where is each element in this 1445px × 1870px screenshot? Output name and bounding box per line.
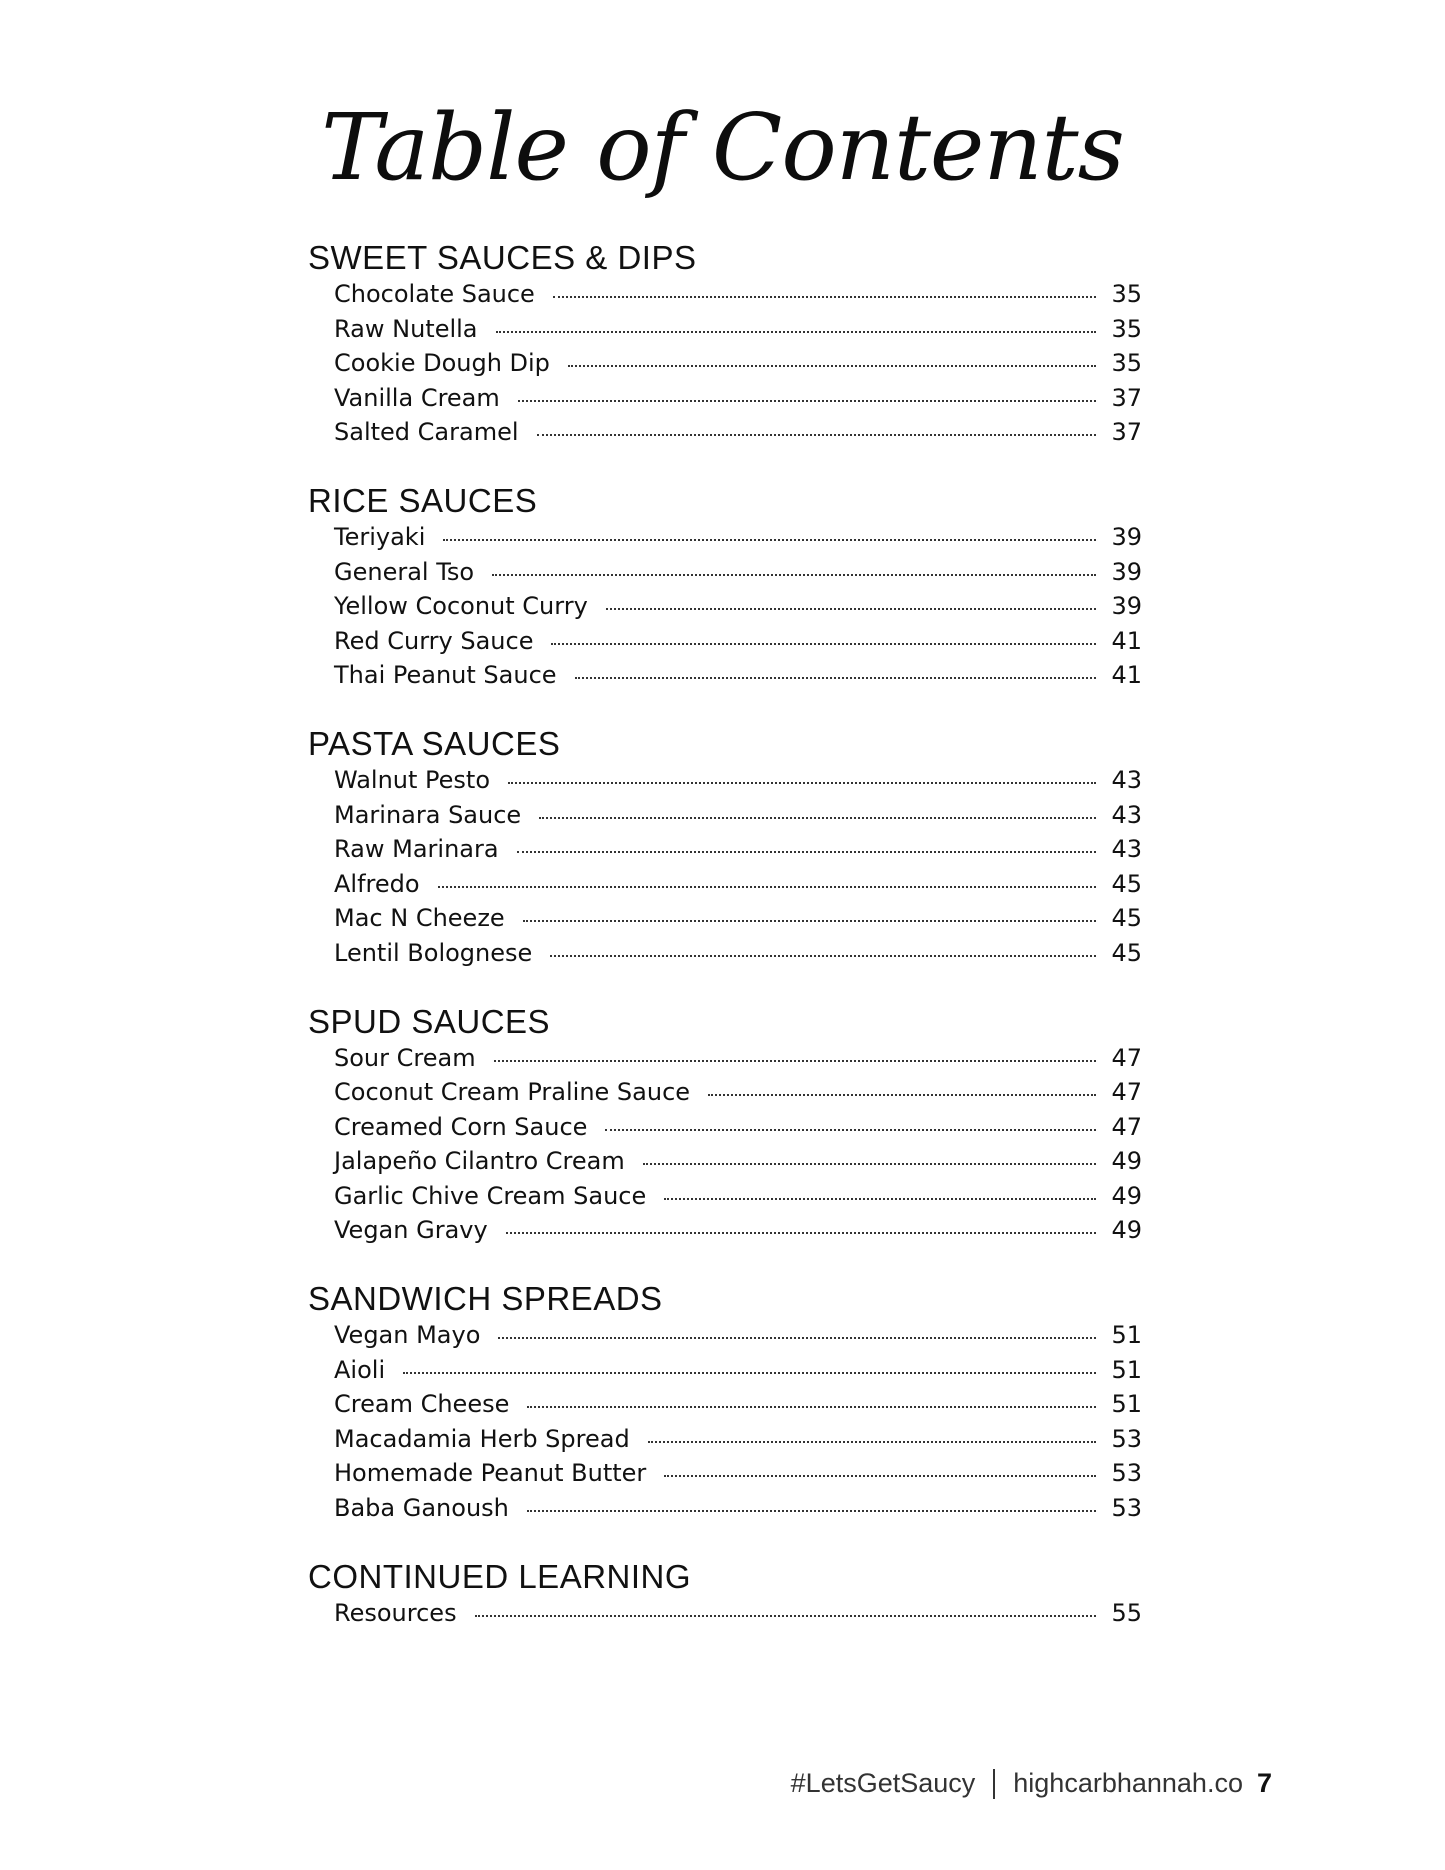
toc-section: [308, 724, 1142, 974]
section-title: CONTINUED LEARNING: [308, 1557, 692, 1595]
entry-name: Homemade Peanut Butter: [334, 1459, 647, 1488]
toc-entry[interactable]: [308, 592, 1142, 627]
entry-name: Macadamia Herb Spread: [334, 1424, 630, 1453]
entry-page-number: 45: [1111, 869, 1142, 898]
entry-name: Vegan Mayo: [334, 1321, 481, 1350]
toc-entry[interactable]: [308, 835, 1142, 870]
toc-entry[interactable]: [308, 1321, 1142, 1356]
dot-leader: [518, 400, 1096, 402]
toc-entry[interactable]: [308, 349, 1142, 384]
toc-entry[interactable]: [308, 661, 1142, 696]
entry-name: Raw Nutella: [334, 314, 478, 343]
dot-leader: [527, 1406, 1096, 1408]
section-title: SPUD SAUCES: [308, 1002, 551, 1040]
entry-name: Coconut Cream Praline Sauce: [334, 1078, 691, 1107]
entry-page-number: 53: [1111, 1424, 1142, 1453]
dot-leader: [568, 365, 1096, 367]
entry-page-number: 41: [1111, 626, 1142, 655]
toc-entry[interactable]: [308, 523, 1142, 558]
dot-leader: [537, 434, 1097, 436]
dot-leader: [475, 1615, 1096, 1617]
entry-name: Walnut Pesto: [334, 765, 491, 794]
dot-leader: [575, 677, 1096, 679]
entry-page-number: 41: [1111, 661, 1142, 690]
entry-name: Baba Ganoush: [334, 1494, 509, 1523]
section-title: PASTA SAUCES: [308, 724, 561, 762]
entry-name: Vegan Gravy: [334, 1216, 488, 1245]
toc-entry[interactable]: [308, 1599, 1142, 1634]
dot-leader: [506, 1232, 1096, 1234]
toc-section: [308, 1002, 1142, 1252]
entry-name: Teriyaki: [334, 522, 426, 551]
toc-entry[interactable]: [308, 766, 1142, 801]
entry-name: Marinara Sauce: [334, 800, 522, 829]
entry-name: Jalapeño Cilantro Cream: [334, 1147, 625, 1176]
dot-leader: [517, 851, 1096, 853]
entry-page-number: 35: [1111, 349, 1142, 378]
toc-entry[interactable]: [308, 1425, 1142, 1460]
toc-section: [308, 481, 1142, 696]
toc-section: [308, 238, 1142, 453]
entry-page-number: 47: [1111, 1078, 1142, 1107]
footer-divider: [993, 1769, 995, 1799]
dot-leader: [643, 1163, 1096, 1165]
entry-page-number: 35: [1111, 280, 1142, 308]
toc-entry[interactable]: [308, 1044, 1142, 1079]
entry-name: Salted Caramel: [334, 418, 519, 447]
entry-page-number: 39: [1111, 592, 1142, 621]
entry-page-number: 53: [1111, 1494, 1142, 1523]
dot-leader: [664, 1198, 1096, 1200]
dot-leader: [494, 1060, 1096, 1062]
entry-name: Sour Cream: [334, 1043, 476, 1072]
dot-leader: [403, 1372, 1096, 1374]
entry-name: Thai Peanut Sauce: [334, 661, 557, 690]
toc-entry[interactable]: [308, 1494, 1142, 1529]
entry-name: Red Curry Sauce: [334, 626, 534, 655]
section-title: RICE SAUCES: [308, 481, 538, 519]
toc-entry[interactable]: [308, 627, 1142, 662]
entry-page-number: 45: [1111, 904, 1142, 933]
toc-entry[interactable]: [308, 1356, 1142, 1391]
toc-entry[interactable]: [308, 384, 1142, 419]
entry-page-number: 35: [1111, 314, 1142, 343]
dot-leader: [492, 574, 1096, 576]
page-title: Table of Contents: [321, 94, 1124, 201]
entry-name: Creamed Corn Sauce: [334, 1112, 588, 1141]
entry-name: Chocolate Sauce: [334, 280, 535, 308]
entry-name: Raw Marinara: [334, 835, 499, 864]
toc-entry[interactable]: [308, 418, 1142, 453]
section-title: SWEET SAUCES & DIPS: [308, 239, 697, 276]
footer-website: highcarbhannah.co: [1013, 1768, 1243, 1798]
footer-hashtag: #LetsGetSaucy: [790, 1768, 976, 1798]
entry-page-number: 49: [1111, 1181, 1142, 1210]
entry-page-number: 37: [1111, 418, 1142, 447]
dot-leader: [553, 296, 1096, 298]
entry-name: Garlic Chive Cream Sauce: [334, 1181, 647, 1210]
table-of-contents: [308, 238, 1142, 1661]
toc-entry[interactable]: [308, 1459, 1142, 1494]
page-footer: [791, 1768, 1272, 1799]
dot-leader: [550, 955, 1096, 957]
entry-page-number: 47: [1111, 1043, 1142, 1072]
entry-page-number: 37: [1111, 383, 1142, 412]
entry-name: Cream Cheese: [334, 1390, 510, 1419]
toc-entry[interactable]: [308, 1147, 1142, 1182]
entry-page-number: 49: [1111, 1147, 1142, 1176]
entry-page-number: 47: [1111, 1112, 1142, 1141]
entry-name: General Tso: [334, 557, 475, 586]
entry-name: Resources: [334, 1598, 457, 1627]
entry-page-number: 51: [1111, 1321, 1142, 1350]
toc-section: [308, 1279, 1142, 1529]
toc-entry[interactable]: [308, 939, 1142, 974]
entry-name: Alfredo: [334, 869, 420, 898]
entry-page-number: 43: [1111, 835, 1142, 864]
toc-entry[interactable]: [308, 1113, 1142, 1148]
toc-entry[interactable]: [308, 1216, 1142, 1251]
dot-leader: [551, 643, 1096, 645]
dot-leader: [508, 782, 1096, 784]
toc-entry[interactable]: [308, 1182, 1142, 1217]
dot-leader: [527, 1510, 1096, 1512]
toc-entry[interactable]: [308, 280, 1142, 315]
toc-entry[interactable]: [308, 1078, 1142, 1113]
dot-leader: [498, 1337, 1096, 1339]
entry-page-number: 49: [1111, 1216, 1142, 1245]
toc-entry[interactable]: [308, 870, 1142, 905]
entry-page-number: 39: [1111, 522, 1142, 551]
dot-leader: [708, 1094, 1096, 1096]
dot-leader: [605, 1129, 1096, 1131]
entry-name: Yellow Coconut Curry: [334, 592, 588, 621]
entry-page-number: 53: [1111, 1459, 1142, 1488]
dot-leader: [648, 1441, 1096, 1443]
dot-leader: [539, 817, 1096, 819]
toc-entry[interactable]: [308, 315, 1142, 350]
entry-name: Cookie Dough Dip: [334, 349, 550, 378]
entry-page-number: 43: [1111, 765, 1142, 794]
dot-leader: [443, 539, 1096, 541]
dot-leader: [606, 608, 1096, 610]
entry-page-number: 39: [1111, 557, 1142, 586]
toc-entry[interactable]: [308, 558, 1142, 593]
entry-name: Vanilla Cream: [334, 383, 500, 412]
entry-page-number: 51: [1111, 1390, 1142, 1419]
dot-leader: [438, 886, 1096, 888]
entry-page-number: 55: [1111, 1598, 1142, 1627]
page-number: 7: [1256, 1768, 1272, 1798]
toc-entry[interactable]: [308, 1390, 1142, 1425]
toc-section: [308, 1557, 1142, 1634]
entry-page-number: 51: [1111, 1355, 1142, 1384]
dot-leader: [523, 920, 1096, 922]
entry-page-number: 43: [1111, 800, 1142, 829]
dot-leader: [496, 331, 1097, 333]
entry-name: Aioli: [334, 1355, 386, 1384]
entry-name: Lentil Bolognese: [334, 938, 533, 967]
section-title: SANDWICH SPREADS: [308, 1280, 663, 1318]
toc-entry[interactable]: [308, 904, 1142, 939]
dot-leader: [664, 1475, 1096, 1477]
entry-name: Mac N Cheeze: [334, 904, 505, 933]
toc-entry[interactable]: [308, 801, 1142, 836]
entry-page-number: 45: [1111, 938, 1142, 967]
